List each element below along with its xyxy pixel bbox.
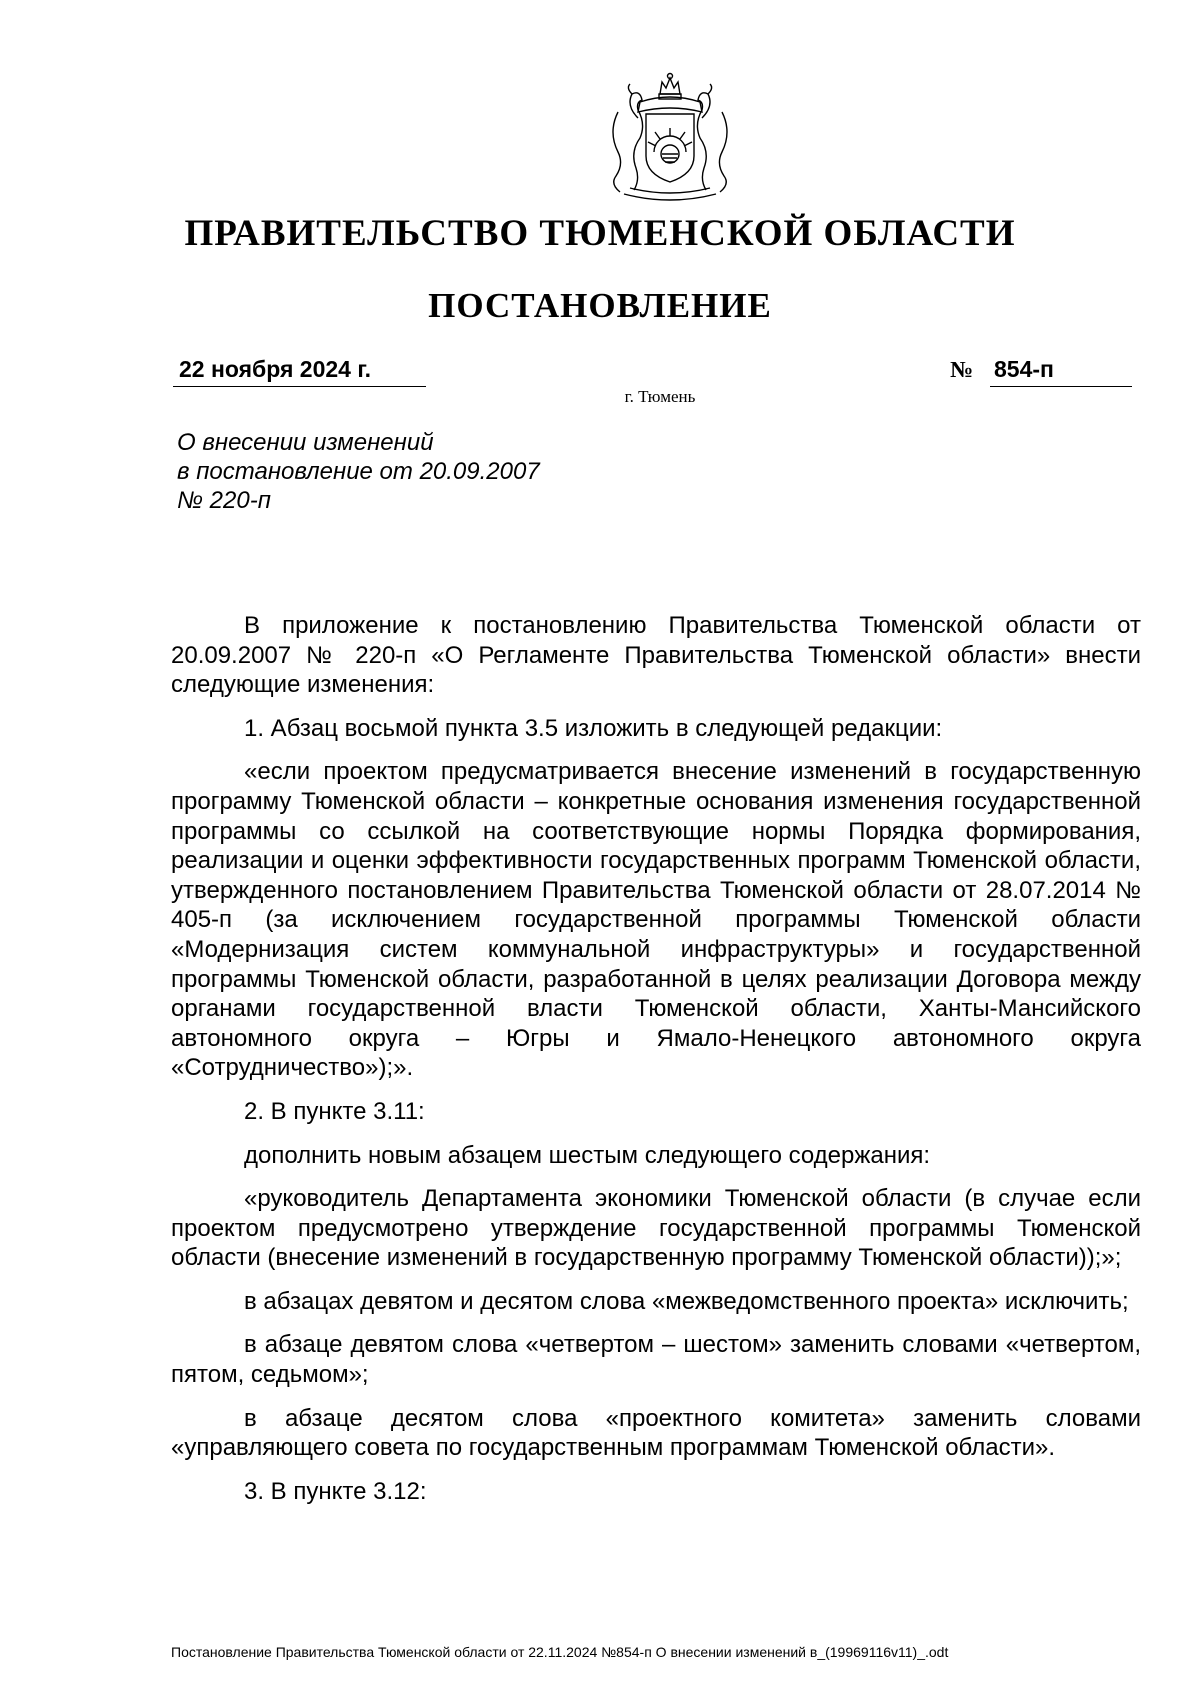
body-paragraph: «руководитель Департамента экономики Тюменской области (в случае если проектом предусмотрено утверждение государственной программы Тюменской области (внесение изменений в государственную программу Тюменской области));»; — [171, 1185, 1141, 1272]
subject-line: № 220-п — [177, 487, 271, 514]
body-paragraph: 3. В пункте 3.12: — [244, 1477, 427, 1505]
city-label: г. Тюмень — [624, 387, 696, 406]
document-date-field — [173, 356, 426, 387]
page-footer: Постановление Правительства Тюменской области от 22.11.2024 №854-п О внесении изменений в_(19969116v11)_.odt — [171, 1644, 949, 1660]
body-paragraph: в абзаце десятом слова «проектного комитета» заменить словами «управляющего совета по государственным программам Тюменской области». — [171, 1404, 1141, 1462]
number-sign: № — [950, 357, 974, 382]
document-number-underline — [990, 356, 1132, 387]
body-paragraph: дополнить новым абзацем шестым следующего содержания: — [244, 1141, 931, 1169]
tyumen-oblast-coat-of-arms-icon — [590, 72, 750, 204]
document-number-field — [950, 356, 1132, 386]
body-paragraph: в абзацах девятом и десятом слова «межведомственного проекта» исключить; — [244, 1287, 1129, 1315]
subject-line: О внесении изменений — [177, 429, 434, 456]
subject-line: в постановление от 20.09.2007 — [177, 458, 540, 485]
body-paragraph: в абзаце девятом слова «четвертом – шестом» заменить словами «четвертом, пятом, седьмом»; — [171, 1331, 1141, 1389]
body-paragraph: «если проектом предусматривается внесение изменений в государственную программу Тюменской области – конкретные основания изменения государственной программы со ссылкой на соответствующие нормы Порядка формирования, реализации и оценки эффективности государственных программ Тюменской области, утвержденного постановлением Правительства Тюменской области от 28.07.2014 № 405-п (за исключением государственной программы Тюменской области «Модернизация систем коммунальной инфраструктуры» и государственной программы Тюменской области, разработанной в целях реализации Договора между органами государственной власти Тюменской области, Ханты-Мансийского автономного округа – Югры и Ямало-Ненецкого автономного округа «Сотрудничество»);». — [171, 758, 1141, 1082]
document-subject — [177, 428, 657, 515]
body-paragraph: 1. Абзац восьмой пункта 3.5 изложить в следующей редакции: — [244, 714, 943, 742]
document-body — [171, 611, 1141, 1520]
body-paragraph: В приложение к постановлению Правительства Тюменской области от 20.09.2007 № 220-п «О Регламенте Правительства Тюменской области» внести следующие изменения: — [171, 612, 1141, 699]
body-paragraph: 2. В пункте 3.11: — [244, 1097, 425, 1125]
government-title: ПРАВИТЕЛЬСТВО ТЮМЕНСКОЙ ОБЛАСТИ — [184, 213, 1016, 254]
document-date: 22 ноября 2024 г. — [179, 356, 372, 382]
document-type-title: ПОСТАНОВЛЕНИЕ — [428, 286, 772, 325]
document-number: 854-п — [994, 356, 1054, 382]
